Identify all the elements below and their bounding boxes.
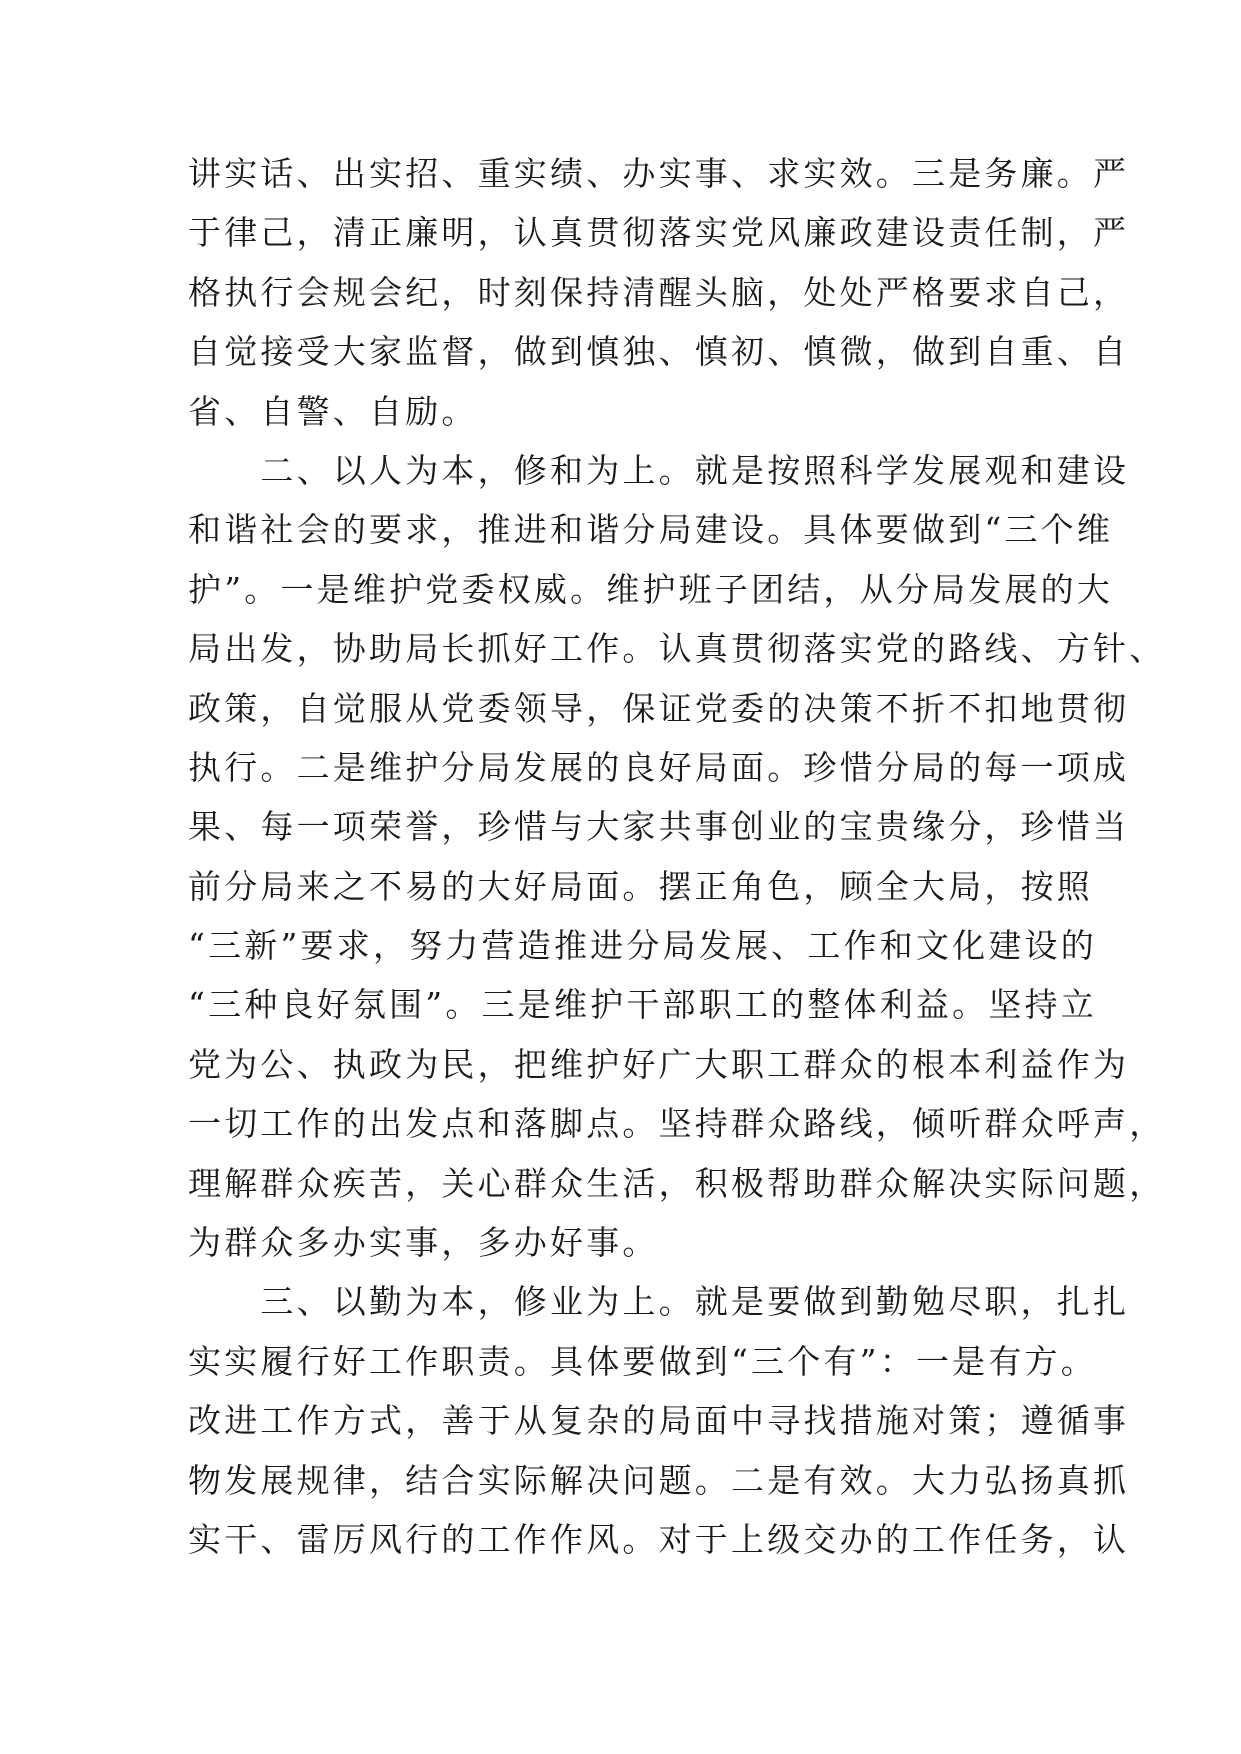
text-line: 实实履行好工作职责。具体要做到“三个有”：一是有方。	[188, 1341, 1097, 1381]
text-line: 讲实话、出实招、重实绩、办实事、求实效。三是务廉。严	[188, 154, 1130, 193]
text-line: “三种良好氛围”。三是维护干部职工的整体利益。坚持立	[188, 985, 1097, 1025]
text-line: 党为公、执政为民，把维护好广大职工群众的根本利益作为	[188, 1044, 1130, 1084]
text-line: 改进工作方式，善于从复杂的局面中寻找措施对策；遵循事	[188, 1401, 1130, 1441]
text-line: 于律己，清正廉明，认真贯彻落实党风廉政建设责任制，严	[188, 213, 1130, 253]
text-line: 省、自警、自励。	[188, 391, 478, 431]
text-line: 实干、雷厉风行的工作作风。对于上级交办的工作任务，认	[188, 1519, 1130, 1559]
text-line: 三、以勤为本，修业为上。就是要做到勤勉尽职，扎扎	[188, 1282, 1130, 1322]
text-line: 护”。一是维护党委权威。维护班子团结，从分局发展的大	[188, 569, 1114, 609]
text-line: 自觉接受大家监督，做到慎独、慎初、慎微，做到自重、自	[188, 332, 1130, 372]
text-line: “三新”要求，努力营造推进分局发展、工作和文化建设的	[188, 926, 1097, 966]
text-line: 执行。二是维护分局发展的良好局面。珍惜分局的每一项成	[188, 747, 1130, 787]
text-line: 格执行会规会纪，时刻保持清醒头脑，处处严格要求自己，	[188, 272, 1130, 312]
text-line: 为群众多办实事，多办好事。	[188, 1223, 659, 1263]
text-line: 政策，自觉服从党委领导，保证党委的决策不折不扣地贯彻	[188, 688, 1130, 728]
body-text	[188, 144, 1166, 1569]
text-line: 局出发，协助局长抓好工作。认真贯彻落实党的路线、方针、	[188, 629, 1166, 669]
text-line: 理解群众疾苦，关心群众生活，积极帮助群众解决实际问题，	[188, 1163, 1166, 1203]
text-line: 物发展规律，结合实际解决问题。二是有效。大力弘扬真抓	[188, 1460, 1130, 1500]
text-line: 和谐社会的要求，推进和谐分局建设。具体要做到“三个维	[188, 510, 1114, 550]
text-line: 前分局来之不易的大好局面。摆正角色，顾全大局，按照	[188, 866, 1093, 906]
text-line: 二、以人为本，修和为上。就是按照科学发展观和建设	[188, 450, 1130, 490]
text-line: 果、每一项荣誉，珍惜与大家共事创业的宝贵缘分，珍惜当	[188, 807, 1130, 847]
text-line: 一切工作的出发点和落脚点。坚持群众路线，倾听群众呼声，	[188, 1104, 1166, 1144]
